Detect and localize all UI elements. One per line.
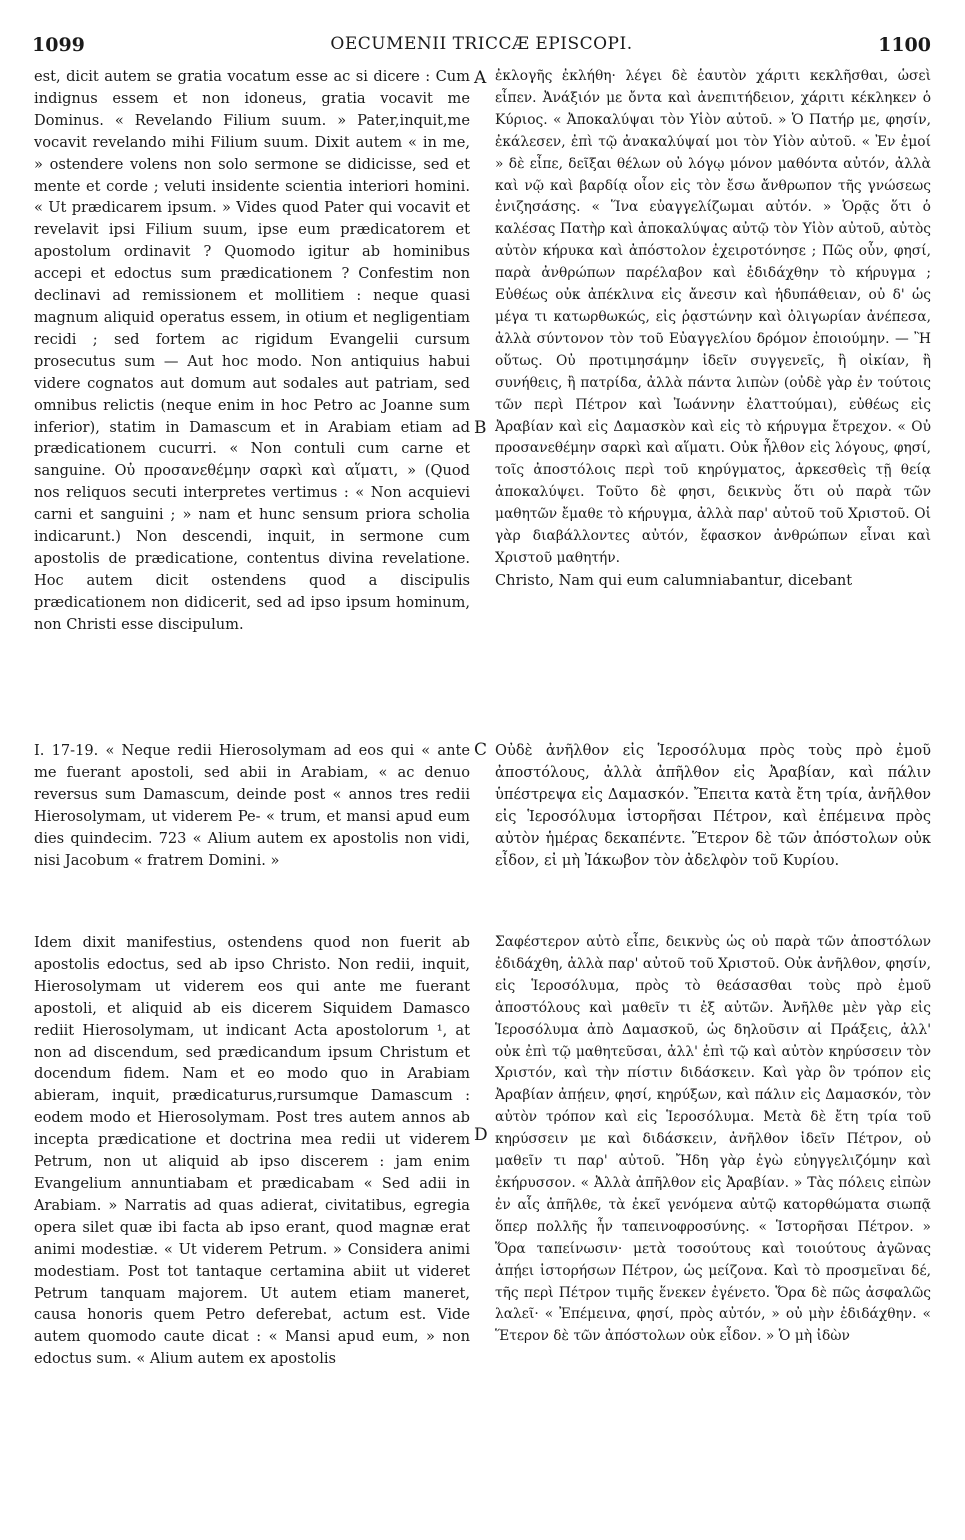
section-marker-c: C xyxy=(474,740,488,760)
page-number-right: 1100 xyxy=(878,34,931,56)
running-title: OECUMENII TRICCÆ EPISCOPI. xyxy=(330,34,633,54)
greek-latin-continuation: Christo, Nam qui eum calumniabantur, dicebant xyxy=(495,571,853,589)
latin-scripture-block xyxy=(34,740,470,871)
greek-commentary-2: Σαφέστερον αὐτὸ εἶπε, δεικνὺς ὡς οὐ παρὰ τῶν ἀποστόλων ἐδιδάχθη, ἀλλὰ παρ' αὐτοῦ τοῦ Χριστοῦ. Οὐκ ἀνῆλθον, φησίν, εἰς Ἱεροσόλυμα, πρὸς τὸ θεάσασθαι τοὺς πρὸ ἐμοῦ ἀποστόλους καὶ μαθεῖν τι ἐξ αὐτῶν. Ἀνῆλθε μὲν γὰρ εἰς Ἱεροσόλυμα ἀπὸ Δαμασκοῦ, ὡς δηλοῦσιν αἱ Πράξεις, ἀλλ' οὐκ ἐπὶ τῷ μαθητεῦσαι, ἀλλ' ἐπὶ τῷ καὶ αὐτὸν κηρύσσειν τὸν Χριστόν, καὶ τὴν πίστιν διδάσκειν. Καὶ γὰρ ὃν τρόπον εἰς Ἀραβίαν ἀπῄειν, φησί, κηρύξων, καὶ πάλιν εἰς Δαμασκόν, τὸν αὐτὸν τρόπον καὶ εἰς Ἱεροσόλυμα. Μετὰ δὲ ἔτη τρία τοῦ κηρύσσειν με καὶ διδάσκειν, ἀνῆλθον ἰδεῖν Πέτρον, οὐ μαθεῖν τι παρ' αὐτοῦ. Ἤδη γὰρ ἐγὼ εὐηγγελιζόμην καὶ ἐκήρυσσον. « Ἀλλὰ ἀπῆλθον εἰς Ἀραβίαν. » Τὰς πόλεις εἰπὼν ἐν αἷς ἀπῆλθε, τὰ ἐκεῖ γενόμενα αὐτῷ κατορθώματα σιωπᾷ ὅπερ πολλῆς ἦν ταπεινοφροσύνης. « Ἱστορῆσαι Πέτρον. » Ὅρα ταπείνωσιν· μετὰ τοσούτους καὶ τοιούτους ἀγῶνας ἀπῄει ἱστορήσων Πέτρον, ὡς μείζονα. Καὶ τὸ προσμεῖναι δέ, τῆς περὶ Πέτρον τιμῆς ἕνεκεν ἐγένετο. Ὅρα δὲ πῶς ἀσφαλῶς λαλεῖ· « Ἐπέμεινα, φησί, πρὸς αὐτόν, » οὐ μὴν ἐδιδάχθην. « Ἕτερον δὲ τῶν ἀπόστολων οὐκ εἶδον. » Ὁ μὴ ἰδὼν xyxy=(495,934,931,1345)
page-header xyxy=(32,34,931,60)
greek-commentary-1: ἐκλογῆς ἐκλήθη· λέγει δὲ ἑαυτὸν χάριτι κεκλῆσθαι, ὡσεὶ εἶπεν. Ἀνάξιόν με ὄντα καὶ ἀνεπιτήδειον, χάριτι κέκληκεν ὁ Κύριος. « Ἀποκαλύψαι τὸν Υἱὸν αὐτοῦ. » Ὁ Πατήρ με, φησίν, ἐκάλεσεν, ἐπὶ τῷ ἀνακαλύψαί μοι τὸν Υἱὸν αὐτοῦ. « Ἐν ἐμοί » δὲ εἶπε, δεῖξαι θέλων οὐ λόγῳ μόνον μαθόντα αὐτόν, ἀλλὰ καὶ νῷ καὶ βαρδίᾳ οἷον εἰς τὸν ἔσω ἄνθρωπον τῆς γνώσεως ἐνιζησάσης. « Ἵνα εὐαγγελίζωμαι αὐτόν. » Ὁρᾷς ὅτι ὁ καλέσας Πατὴρ καὶ ἀποκαλύψας αὐτῷ τὸν Υἱὸν αὐτοῦ, αὐτὸς αὐτὸν κήρυκα καὶ ἀπόστολον ἐχειροτόνησε ; Πῶς οὖν, φησί, παρὰ ἀνθρώπων παρέλαβον καὶ ἐδιδάχθην τὸ κήρυγμα ; Εὐθέως οὐκ ἀπέκλινα εἰς ἄνεσιν καὶ ἡδυπάθειαν, οὐ δ' ὡς μέγα τι κατωρθωκώς, εἰς ῥᾳστώνην καὶ ὀλιγωρίαν ἀνέπεσα, ἀλλὰ σύντονον τὸν τοῦ Εὐαγγελίου δρόμον ἐποιούμην. — Ἢ οὕτως. Οὐ προτιμησάμην ἰδεῖν συγγενεῖς, ἢ οἰκίαν, ἢ συνήθεις, ἢ πατρίδα, ἀλλὰ πάντα λιπὼν (οὐδὲ γὰρ ἐν τούτοις τῶν περὶ Πέτρον καὶ Ἰωάννην ἐλαττούμαι), εὐθέως εἰς Ἀραβίαν καὶ εἰς Δαμασκὸν καὶ εἰς τὸ κήρυγμα ἔτρεχον. « Οὐ προσανεθέμην σαρκὶ καὶ αἵματι. Οὐκ ἦλθον εἰς λόγους, φησί, τοῖς ἀποστόλοις περὶ τοῦ κηρύγματος, ἀρκεσθεὶς τῇ θείᾳ ἀποκαλύψει. Τοῦτο δὲ φησι, δεικνὺς ὅτι οὐ παρὰ τῶν μαθητῶν ἔμαθε τὸ κήρυγμα, ἀλλὰ παρ' αὐτοῦ τοῦ Χριστοῦ. Οἱ γὰρ διαβάλλοντες αὐτόν, ἔφασκον ἀνθρώπων εἶναι καὶ Χριστοῦ μαθητήν. xyxy=(495,68,931,566)
section-marker-a: A xyxy=(474,68,487,88)
latin-scripture-text: I. 17-19. « Neque redii Hierosolymam ad eos qui « ante me fuerant apostoli, sed abii in Arabiam, « ac denuo reversus sum Damascum, deinde post « annos tres redii Hierosolymam, ut viderem Pe- « trum, et mansi apud eum dies quindecim. 723 « Alium autem ex apostolis non vidi, nisi Jacobum « fratrem Domini. » xyxy=(34,742,470,869)
greek-column-upper xyxy=(495,66,931,592)
page-number-left: 1099 xyxy=(32,34,85,56)
greek-scripture-block xyxy=(495,740,931,871)
section-marker-b: B xyxy=(474,418,487,438)
greek-column-lower xyxy=(495,932,931,1348)
latin-commentary-2: Idem dixit manifestius, ostendens quod non fuerit ab apostolis edoctus, sed ab ipso Christo. Non redii, inquit, Hierosolymam ut viderem eos qui ante me fuerant apostoli, et aliquid ab eis dicerem Siquidem Damasco rediit Hierosolymam, ut indicant Acta apostolorum ¹, at non ad discendum, sed prædicandum ipsum Christum et docendum fidem. Nam et eo modo quo in Arabiam abieram, inquit, prædicaturus,rursumque Damascum : eodem modo et Hierosolymam. Post tres autem annos ab incepta prædicatione et doctrina mea redii ut viderem Petrum, non ut aliquid ab ipso discerem : jam enim Evangelium annuntiabam et prædicabam « Sed adii in Arabiam. » Narratis ad quas adierat, civitatibus, egregia opera silet quæ ibi facta ab ipso erant, quod magnæ erat animi modestiæ. « Ut viderem Petrum. » Considera animi modestiam. Post tot tantaque certamina abiit ut videret Petrum tanquam majorem. Ut autem etiam maneret, causa honoris quem Petro deferebat, actum est. Vide autem quomodo caute dicat : « Mansi apud eum, » non edoctus sum. « Alium autem ex apostolis xyxy=(34,934,470,1368)
section-marker-d: D xyxy=(474,1125,488,1145)
greek-scripture-text: Οὐδὲ ἀνῆλθον εἰς Ἱεροσόλυμα πρὸς τοὺς πρὸ ἐμοῦ ἀποστόλους, ἀλλὰ ἀπῆλθον εἰς Ἀραβίαν, καὶ πάλιν ὑπέστρεψα εἰς Δαμασκόν. Ἔπειτα κατὰ ἔτη τρία, ἀνῆλθον εἰς Ἱεροσόλυμα ἱστορῆσαι Πέτρον, καὶ ἐπέμεινα πρὸς αὐτὸν ἡμέρας δεκαπέντε. Ἕτερον δὲ τῶν ἀπόστολων οὐκ εἶδον, εἰ μὴ Ἰάκωβον τὸν ἀδελφὸν τοῦ Κυρίου. xyxy=(495,742,931,869)
latin-commentary-1: est, dicit autem se gratia vocatum esse ac si dicere : Cum indignus essem et non idoneus, gratia vocavit me Dominus. « Revelando Filium suum. » Pater,inquit,me vocavit revelando mihi Filium suum. Dixit autem « in me, » ostendere volens non solo sermone se didicisse, sed et mente et corde ; veluti insidente scientia interiori homini. « Ut prædicarem ipsum. » Vides quod Pater qui vocavit et revelavit ipsi Filium suum, ipse eum prædicatorem et apostolum ordinavit ? Quomodo igitur ab hominibus accepi et edoctus sum prædicationem ? Confestim non declinavi ad remissionem et mollitiem : neque quasi magnum aliquid operatus essem, in otium et negligentiam recidi ; sed fortem ac rigidum Evangelii cursum prosecutus sum — Aut hoc modo. Non antiquius habui videre cognatos aut domum aut sodales aut patriam, sed omnibus relictis (neque enim in hoc Petro ac Joanne sum inferior), statim in Damascum et in Arabiam etiam ad prædicationem cucurri. « Non contuli cum carne et sanguine. Οὐ προσανεθέμην σαρκὶ καὶ αἵματι, » (Quod nos reliquos secuti interpretes vertimus : « Non acquievi carni et sanguini ; » nam et hunc sensum priora scholia indicarunt.) Non descendi, inquit, in sermone cum apostolis de prædicatione, contentus divina revelatione. Hoc autem dicit ostendens quod a discipulis prædicationem non didicerit, sed ad ipso ipsum hominum, non Christi esse discipulum. xyxy=(34,68,470,633)
latin-column-upper xyxy=(34,66,470,636)
latin-column-lower xyxy=(34,932,470,1370)
